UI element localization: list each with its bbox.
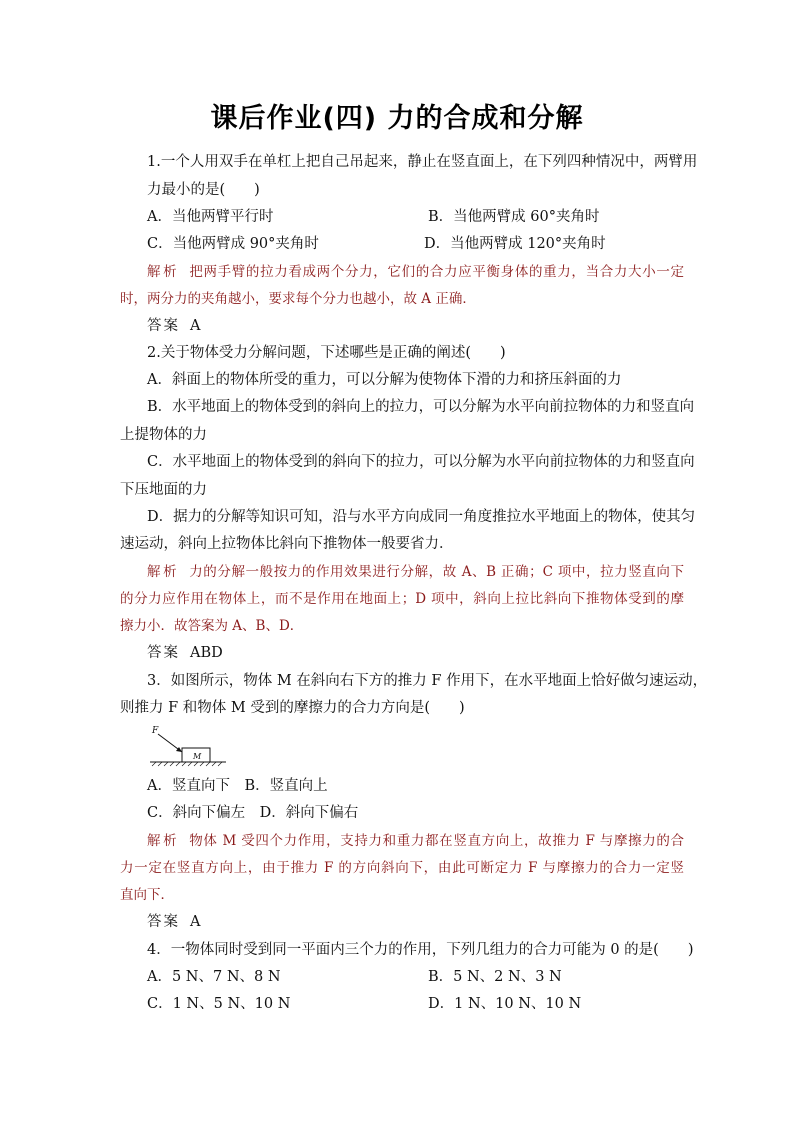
q2-option-c-line2: 下压地面的力 <box>120 482 207 498</box>
q1-option-a: A．当他两臂平行时 <box>147 209 274 225</box>
q3-options-cd: C．斜向下偏左 D．斜向下偏右 <box>147 805 359 821</box>
q2-stem: 2.关于物体受力分解问题，下述哪些是正确的阐述( ) <box>147 345 506 361</box>
block-label: M <box>193 752 202 761</box>
q2-analysis-line1 <box>147 563 684 581</box>
q1-analysis-line2: 时，两分力的夹角越小，要求每个分力也越小，故 A 正确． <box>120 291 476 307</box>
q1-stem-line2: 力最小的是( ) <box>147 182 260 198</box>
q3-answer-label: 答案 <box>147 914 180 930</box>
force-diagram <box>148 722 228 768</box>
page-title: 课后作业(四) 力的合成和分解 <box>210 103 584 134</box>
q2-option-d-line2: 速运动，斜向上拉物体比斜向下推物体一般要省力． <box>120 536 454 552</box>
q2-analysis-line2: 的分力应作用在物体上，而不是作用在地面上；D 项中，斜向上拉比斜向下推物体受到的摩 <box>120 591 684 607</box>
q1-answer <box>147 317 200 335</box>
q4-stem: 4．一物体同时受到同一平面内三个力的作用，下列几组力的合力可能为 0 的是( ) <box>147 942 694 958</box>
q3-stem-line2: 则推力 F 和物体 M 受到的摩擦力的合力方向是( ) <box>120 700 465 716</box>
q3-answer-value: A <box>190 914 201 930</box>
q3-answer <box>147 913 200 931</box>
q1-option-c: C．当他两臂成 90°夹角时 <box>147 236 319 252</box>
q2-analysis-text1: 力的分解一般按力的作用效果进行分解，故 A、B 正确；C 项中，拉力竖直向下 <box>189 564 685 580</box>
q4-option-c: C．1 N、5 N、10 N <box>147 996 291 1012</box>
q4-option-b: B．5 N、2 N、3 N <box>428 969 562 985</box>
q2-option-c-line1: C．水平地面上的物体受到的斜向下的拉力，可以分解为水平向前拉物体的力和竖直向 <box>147 454 695 470</box>
q1-answer-label: 答案 <box>147 318 180 334</box>
q3-stem-line1: 3．如图所示，物体 M 在斜向右下方的推力 F 作用下，在水平地面上恰好做匀速运动， <box>147 673 708 689</box>
q4-option-a: A．5 N、7 N、8 N <box>147 969 281 985</box>
q2-answer <box>147 644 223 662</box>
q2-answer-label: 答案 <box>147 645 180 661</box>
q2-option-d-line1: D．据力的分解等知识可知，沿与水平方向成同一角度推拉水平地面上的物体，使其匀 <box>147 509 696 525</box>
q2-analysis-label: 解析 <box>147 564 180 580</box>
q1-option-d: D．当他两臂成 120°夹角时 <box>424 236 606 252</box>
q3-analysis-line1 <box>147 832 684 850</box>
q1-stem-line1: 1.一个人用双手在单杠上把自己吊起来，静止在竖直面上，在下列四种情况中，两臂用 <box>147 154 698 170</box>
q1-answer-value: A <box>190 318 201 334</box>
q4-option-d: D．1 N、10 N、10 N <box>428 996 582 1012</box>
force-label: F <box>152 726 159 736</box>
q2-option-a: A．斜面上的物体所受的重力，可以分解为使物体下滑的力和挤压斜面的力 <box>147 372 622 388</box>
ground-hatch <box>152 762 222 766</box>
q3-analysis-text1: 物体 M 受四个力作用，支持力和重力都在竖直方向上，故推力 F 与摩擦力的合 <box>189 833 684 849</box>
q1-analysis-line1 <box>147 263 684 281</box>
q2-option-b-line2: 上提物体的力 <box>120 427 207 443</box>
q2-analysis-line3: 擦力小．故答案为 A、B、D． <box>120 618 304 634</box>
q3-analysis-line3: 直向下． <box>120 887 174 903</box>
q3-analysis-line2: 力一定在竖直方向上，由于推力 F 的方向斜向下，由此可断定力 F 与摩擦力的合力一定竖 <box>120 860 684 876</box>
q2-option-b-line1: B．水平地面上的物体受到的斜向上的拉力，可以分解为水平向前拉物体的力和竖直向 <box>147 399 695 415</box>
q1-option-b: B．当他两臂成 60°夹角时 <box>428 209 600 225</box>
q1-analysis-label: 解析 <box>147 264 180 280</box>
q2-answer-value: ABD <box>190 645 223 661</box>
q3-analysis-label: 解析 <box>147 833 180 849</box>
q3-options-ab: A．竖直向下 B．竖直向上 <box>147 778 328 794</box>
q1-analysis-text1: 把两手臂的拉力看成两个分力，它们的合力应平衡身体的重力，当合力大小一定 <box>189 264 685 280</box>
